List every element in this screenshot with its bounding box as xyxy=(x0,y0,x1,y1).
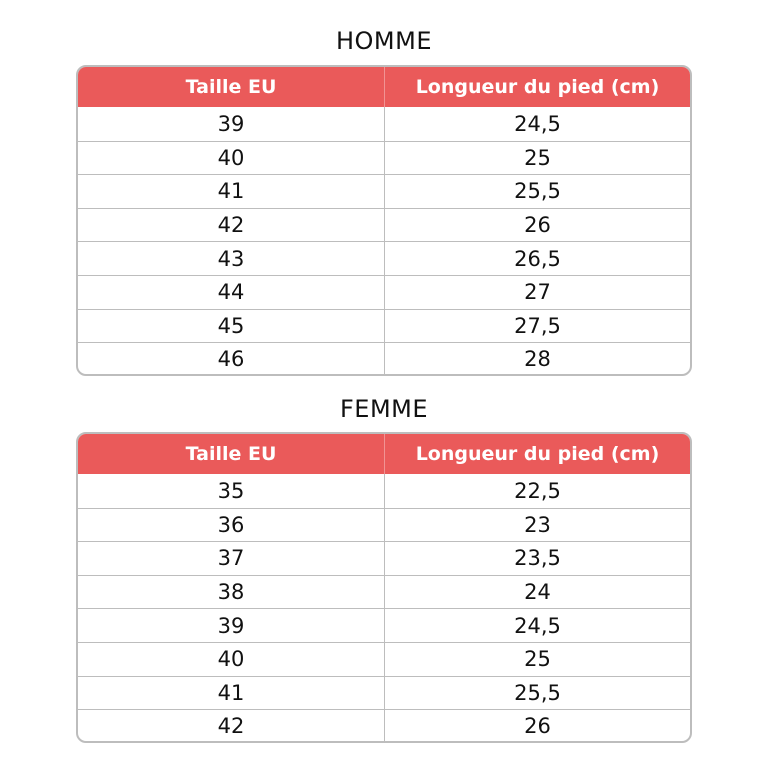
table-row xyxy=(78,342,690,376)
table-row xyxy=(78,275,690,309)
homme-size-table xyxy=(76,65,692,376)
cell-taille: 38 xyxy=(78,576,385,609)
table-row xyxy=(78,107,690,141)
table-row xyxy=(78,676,690,710)
cell-taille: 40 xyxy=(78,142,385,175)
cell-longueur: 23,5 xyxy=(514,546,561,571)
header-longueur-pied: Longueur du pied (cm) xyxy=(415,76,660,98)
femme-size-table xyxy=(76,432,692,743)
table-row xyxy=(78,174,690,208)
cell-longueur: 22,5 xyxy=(514,478,561,503)
table-row xyxy=(78,208,690,242)
header-taille-eu: Taille EU xyxy=(78,67,385,107)
cell-longueur: 26 xyxy=(524,714,551,739)
cell-taille: 46 xyxy=(78,343,385,376)
header-longueur-pied: Longueur du pied (cm) xyxy=(415,443,660,465)
cell-taille: 45 xyxy=(78,310,385,343)
cell-taille: 44 xyxy=(78,276,385,309)
cell-longueur: 28 xyxy=(524,347,551,372)
femme-title: FEMME xyxy=(339,395,429,423)
cell-longueur: 25,5 xyxy=(514,680,561,705)
cell-taille: 37 xyxy=(78,542,385,575)
cell-taille: 39 xyxy=(78,609,385,642)
table-row xyxy=(78,474,690,508)
cell-longueur: 25 xyxy=(524,145,551,170)
cell-longueur: 27 xyxy=(524,280,551,305)
cell-longueur: 27,5 xyxy=(514,313,561,338)
cell-longueur: 25,5 xyxy=(514,179,561,204)
cell-taille: 36 xyxy=(78,509,385,542)
cell-longueur: 25 xyxy=(524,647,551,672)
table-row xyxy=(78,642,690,676)
cell-taille: 39 xyxy=(78,107,385,141)
cell-taille: 42 xyxy=(78,710,385,743)
cell-longueur: 26,5 xyxy=(514,246,561,271)
cell-taille: 41 xyxy=(78,175,385,208)
table-row xyxy=(78,141,690,175)
femme-table-body xyxy=(78,474,690,743)
table-row xyxy=(78,608,690,642)
table-row xyxy=(78,709,690,743)
homme-title: HOMME xyxy=(335,27,432,55)
homme-table-body xyxy=(78,107,690,376)
homme-table-header xyxy=(78,67,690,107)
cell-longueur: 24 xyxy=(524,580,551,605)
cell-longueur: 26 xyxy=(524,213,551,238)
cell-longueur: 23 xyxy=(524,512,551,537)
cell-taille: 40 xyxy=(78,643,385,676)
cell-taille: 43 xyxy=(78,242,385,275)
header-taille-eu: Taille EU xyxy=(78,434,385,474)
cell-taille: 41 xyxy=(78,677,385,710)
cell-longueur: 24,5 xyxy=(514,111,561,136)
femme-table-header xyxy=(78,434,690,474)
table-row xyxy=(78,241,690,275)
cell-taille: 35 xyxy=(78,474,385,508)
cell-taille: 42 xyxy=(78,209,385,242)
cell-longueur: 24,5 xyxy=(514,613,561,638)
table-row xyxy=(78,575,690,609)
table-row xyxy=(78,541,690,575)
table-row xyxy=(78,309,690,343)
table-row xyxy=(78,508,690,542)
